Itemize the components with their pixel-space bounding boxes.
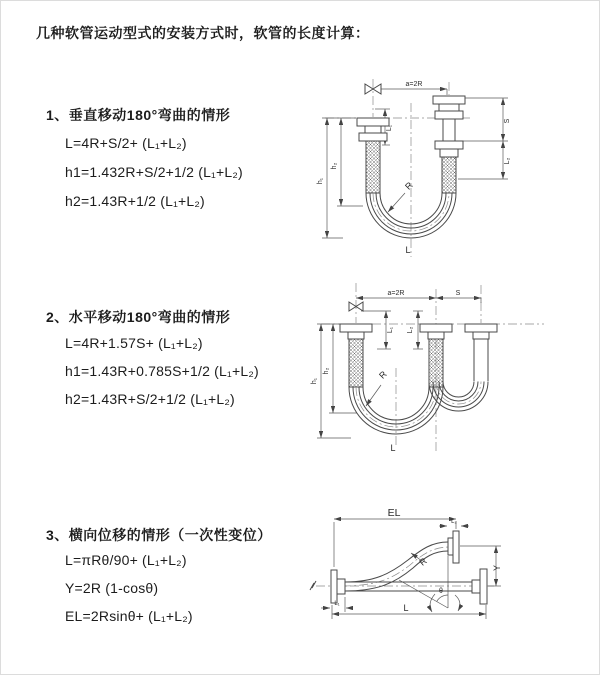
dimension-lines [317, 298, 481, 438]
diagram-vertical-180-bend [311, 71, 596, 266]
dim-label-h1: h₁ [311, 377, 318, 385]
dim-label-l1: L₁ [387, 326, 394, 334]
dim-label-s: S [455, 290, 461, 297]
diagram-labels [317, 81, 511, 255]
section-2-formula-h1: h1=1.43R+0.785S+1/2 (L₁+L₂) [65, 363, 259, 379]
dim-label-l2: L₂ [407, 326, 414, 334]
section-1-heading: 1、垂直移动180°弯曲的情形 [46, 107, 231, 123]
radius-label: R [403, 180, 415, 192]
displaced-hose-upper-wall [345, 542, 448, 582]
braided-hose-left [349, 339, 363, 387]
section-3-formula-L: L=πRθ/90+ (L₁+L₂) [65, 552, 187, 568]
section-3-formula-Y: Y=2R (1-cosθ) [65, 580, 159, 596]
section-1-formula-h2: h2=1.43R+1/2 (L₁+L₂) [65, 193, 205, 209]
dim-label-l2: L₂ [504, 157, 511, 165]
length-label: L [405, 245, 411, 255]
theta-label: θ [439, 588, 443, 595]
dim-label-y: Y [492, 564, 502, 572]
hose-assembly [340, 302, 497, 434]
diagram-lateral-displacement [304, 501, 600, 631]
section-1-formula-L: L=4R+S/2+ (L₁+L₂) [65, 135, 187, 151]
section-2-heading: 2、水平移动180°弯曲的情形 [46, 309, 231, 325]
radius-label: R [417, 555, 429, 568]
dim-label-s: S [504, 118, 511, 124]
section-2-formula-L: L=4R+1.57S+ (L₁+L₂) [65, 335, 203, 351]
dim-label-h2: h₂ [323, 367, 330, 375]
dim-label-span: a=2R [405, 81, 423, 88]
hose-assembly [310, 531, 487, 604]
radius-label: R [377, 369, 389, 381]
dim-label-el: EL [387, 507, 401, 519]
page-title: 几种软管运动型式的安装方式时，软管的长度计算： [36, 25, 370, 41]
dim-label-l2: L₂ [451, 519, 457, 525]
dim-label-h2: h₂ [331, 162, 338, 170]
section-3-heading: 3、横向位移的情形（一次性变位） [46, 527, 272, 543]
braided-hose-right [442, 157, 456, 193]
section-2-formula-h2: h2=1.43R+S/2+1/2 (L₁+L₂) [65, 391, 235, 407]
braided-hose-left [366, 141, 380, 193]
diagram-labels [334, 507, 502, 613]
dimension-lines [322, 89, 508, 238]
diagram-horizontal-180-bend [309, 273, 594, 468]
dim-label-l1: L₁ [386, 124, 393, 132]
length-label: L [390, 443, 396, 453]
break-mark [310, 581, 316, 590]
section-3-formula-EL: EL=2Rsinθ+ (L₁+L₂) [65, 608, 193, 624]
dim-label-span: a=2R [387, 290, 405, 297]
length-label: L [403, 603, 409, 613]
section-1-formula-h1: h1=1.432R+S/2+1/2 (L₁+L₂) [65, 164, 243, 180]
dim-label-h1: h₁ [317, 177, 324, 185]
braided-hose-middle [429, 339, 443, 387]
dim-label-l1: L₁ [334, 601, 340, 607]
